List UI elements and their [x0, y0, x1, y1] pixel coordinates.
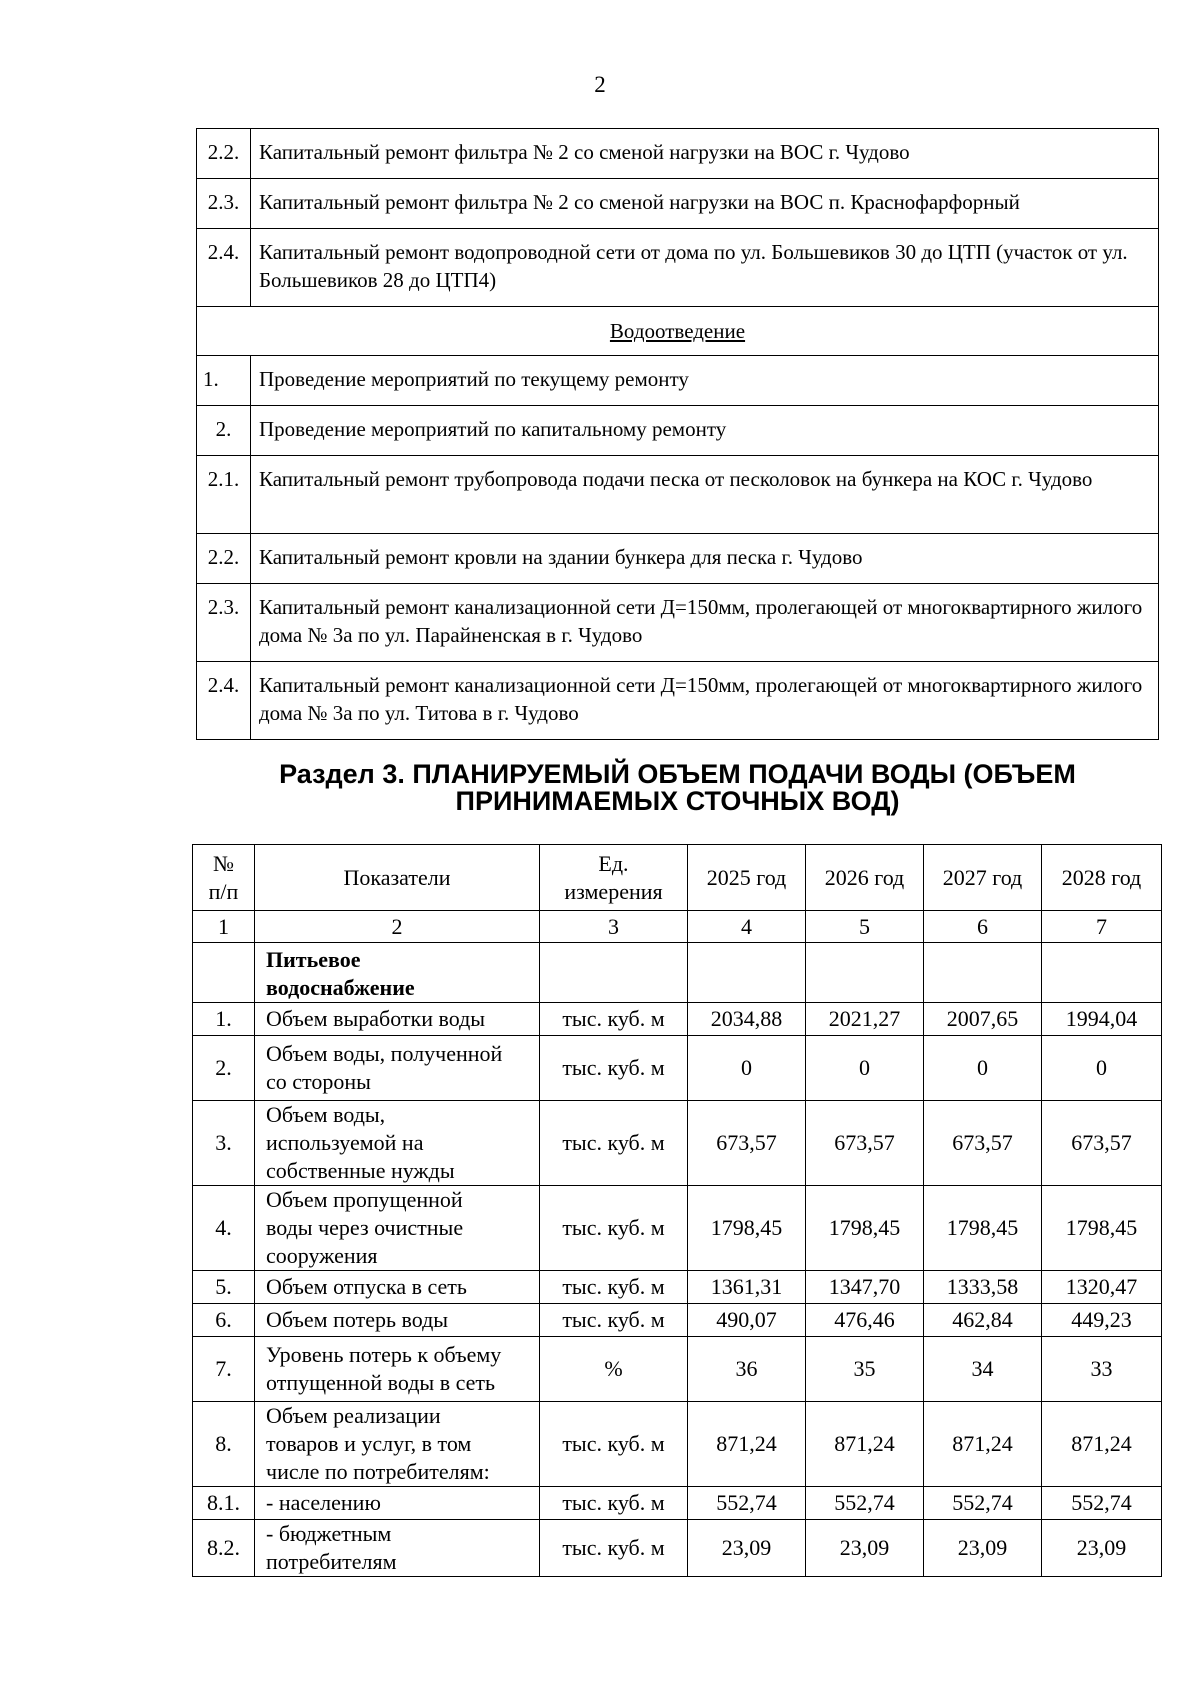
row-number: 8.: [193, 1402, 255, 1487]
group-empty-cell: [924, 943, 1042, 1003]
indicator-name: Объем потерь воды: [255, 1304, 540, 1337]
value-2026: 1798,45: [806, 1186, 924, 1271]
table-row: [193, 1003, 1162, 1036]
section-row: [197, 307, 1159, 356]
volume-table-head: [193, 845, 1162, 943]
works-row: [197, 584, 1159, 662]
value-2028: 0: [1042, 1036, 1162, 1101]
column-header: Ед. измерения: [540, 845, 688, 911]
value-2028: 673,57: [1042, 1101, 1162, 1186]
value-2028: 552,74: [1042, 1487, 1162, 1520]
column-number: 1: [193, 911, 255, 943]
value-2028: 23,09: [1042, 1520, 1162, 1577]
works-row: [197, 129, 1159, 179]
column-number: 2: [255, 911, 540, 943]
column-number: 3: [540, 911, 688, 943]
works-table-section: [197, 307, 1159, 356]
table-row: [193, 1337, 1162, 1402]
value-2028: 33: [1042, 1337, 1162, 1402]
table-row: [193, 1304, 1162, 1337]
volume-table-body: [193, 943, 1162, 1577]
value-2027: 1798,45: [924, 1186, 1042, 1271]
section-title-line2: ПРИНИМАЕМЫХ СТОЧНЫХ ВОД): [455, 786, 900, 816]
indicator-name: - бюджетным потребителям: [255, 1520, 540, 1577]
works-row-number: 2.4.: [197, 662, 251, 740]
table-row: [193, 1402, 1162, 1487]
value-2027: 2007,65: [924, 1003, 1042, 1036]
group-row: [193, 943, 1162, 1003]
row-number: 7.: [193, 1337, 255, 1402]
column-number: 4: [688, 911, 806, 943]
works-row: [197, 534, 1159, 584]
works-row-number: 2.3.: [197, 179, 251, 229]
unit-cell: %: [540, 1337, 688, 1402]
works-row: [197, 662, 1159, 740]
value-2026: 23,09: [806, 1520, 924, 1577]
works-row: [197, 229, 1159, 307]
works-row: [197, 456, 1159, 534]
value-2027: 673,57: [924, 1101, 1042, 1186]
value-2027: 1333,58: [924, 1271, 1042, 1304]
group-empty-cell: [540, 943, 688, 1003]
value-2026: 673,57: [806, 1101, 924, 1186]
row-number: 2.: [193, 1036, 255, 1101]
unit-cell: тыс. куб. м: [540, 1101, 688, 1186]
value-2026: 1347,70: [806, 1271, 924, 1304]
works-row-text: Капитальный ремонт фильтра № 2 со сменой нагрузки на ВОС п. Краснофарфорный: [251, 179, 1159, 229]
water-volume-table: [192, 844, 1162, 1577]
value-2025: 871,24: [688, 1402, 806, 1487]
unit-cell: тыс. куб. м: [540, 1487, 688, 1520]
unit-cell: тыс. куб. м: [540, 1520, 688, 1577]
works-row-number: 1.: [197, 356, 251, 406]
indicator-name: Объем воды, используемой на собственные нужды: [255, 1101, 540, 1186]
works-row-text: Капитальный ремонт водопроводной сети от дома по ул. Большевиков 30 до ЦТП (участок от ул. Большевиков 28 до ЦТП4): [251, 229, 1159, 307]
column-number: 7: [1042, 911, 1162, 943]
unit-cell: тыс. куб. м: [540, 1402, 688, 1487]
value-2025: 23,09: [688, 1520, 806, 1577]
works-table: [196, 128, 1159, 740]
value-2028: 1994,04: [1042, 1003, 1162, 1036]
value-2027: 462,84: [924, 1304, 1042, 1337]
column-number-row: [193, 911, 1162, 943]
works-row-text: Капитальный ремонт кровли на здании бункера для песка г. Чудово: [251, 534, 1159, 584]
works-row-number: 2.1.: [197, 456, 251, 534]
value-2026: 0: [806, 1036, 924, 1101]
column-number: 5: [806, 911, 924, 943]
table-row: [193, 1487, 1162, 1520]
table-row: [193, 1186, 1162, 1271]
indicator-name: Объем реализации товаров и услуг, в том числе по потребителям:: [255, 1402, 540, 1487]
group-label: Питьевое водоснабжение: [255, 943, 540, 1003]
column-number: 6: [924, 911, 1042, 943]
unit-cell: тыс. куб. м: [540, 1036, 688, 1101]
section-title: [196, 761, 1159, 815]
works-row-number: 2.2.: [197, 129, 251, 179]
value-2027: 552,74: [924, 1487, 1042, 1520]
value-2025: 673,57: [688, 1101, 806, 1186]
value-2025: 1798,45: [688, 1186, 806, 1271]
indicator-name: Объем отпуска в сеть: [255, 1271, 540, 1304]
value-2025: 1361,31: [688, 1271, 806, 1304]
table-row: [193, 1036, 1162, 1101]
section-title-line1: Раздел 3. ПЛАНИРУЕМЫЙ ОБЪЕМ ПОДАЧИ ВОДЫ (ОБЪЕМ: [279, 759, 1076, 789]
works-row-text: Капитальный ремонт фильтра № 2 со сменой нагрузки на ВОС г. Чудово: [251, 129, 1159, 179]
works-row-number: 2.3.: [197, 584, 251, 662]
column-header: 2025 год: [688, 845, 806, 911]
value-2025: 0: [688, 1036, 806, 1101]
works-row-text: Капитальный ремонт канализационной сети Д=150мм, пролегающей от многоквартирного жилого дома № 3а по ул. Титова в г. Чудово: [251, 662, 1159, 740]
row-number: 1.: [193, 1003, 255, 1036]
value-2026: 552,74: [806, 1487, 924, 1520]
row-number: 8.2.: [193, 1520, 255, 1577]
works-row-number: 2.4.: [197, 229, 251, 307]
works-table-bottom: [197, 356, 1159, 740]
value-2026: 871,24: [806, 1402, 924, 1487]
unit-cell: тыс. куб. м: [540, 1186, 688, 1271]
row-number: 6.: [193, 1304, 255, 1337]
page-number: 2: [594, 72, 606, 97]
value-2025: 490,07: [688, 1304, 806, 1337]
value-2027: 871,24: [924, 1402, 1042, 1487]
value-2028: 871,24: [1042, 1402, 1162, 1487]
indicator-name: - населению: [255, 1487, 540, 1520]
value-2028: 1320,47: [1042, 1271, 1162, 1304]
value-2025: 552,74: [688, 1487, 806, 1520]
works-row-number: 2.2.: [197, 534, 251, 584]
works-row-text: Проведение мероприятий по текущему ремонту: [251, 356, 1159, 406]
unit-cell: тыс. куб. м: [540, 1003, 688, 1036]
unit-cell: тыс. куб. м: [540, 1271, 688, 1304]
value-2028: 449,23: [1042, 1304, 1162, 1337]
value-2027: 23,09: [924, 1520, 1042, 1577]
row-number: 5.: [193, 1271, 255, 1304]
unit-cell: тыс. куб. м: [540, 1304, 688, 1337]
works-row: [197, 356, 1159, 406]
row-number: 4.: [193, 1186, 255, 1271]
row-number: 3.: [193, 1101, 255, 1186]
indicator-name: Объем выработки воды: [255, 1003, 540, 1036]
works-table-top: [197, 129, 1159, 307]
indicator-name: Уровень потерь к объему отпущенной воды в сеть: [255, 1337, 540, 1402]
section-label-water-disposal: Водоотведение: [197, 307, 1159, 356]
group-empty-cell: [806, 943, 924, 1003]
works-row: [197, 406, 1159, 456]
value-2027: 0: [924, 1036, 1042, 1101]
value-2026: 476,46: [806, 1304, 924, 1337]
column-header: 2028 год: [1042, 845, 1162, 911]
table-row: [193, 1271, 1162, 1304]
column-header: Показатели: [255, 845, 540, 911]
works-row-text: Проведение мероприятий по капитальному ремонту: [251, 406, 1159, 456]
indicator-name: Объем пропущенной воды через очистные сооружения: [255, 1186, 540, 1271]
works-row-text: Капитальный ремонт канализационной сети Д=150мм, пролегающей от многоквартирного жилого дома № 3а по ул. Парайненская в г. Чудово: [251, 584, 1159, 662]
indicator-name: Объем воды, полученной со стороны: [255, 1036, 540, 1101]
value-2028: 1798,45: [1042, 1186, 1162, 1271]
value-2026: 2021,27: [806, 1003, 924, 1036]
works-row-number: 2.: [197, 406, 251, 456]
header-row: [193, 845, 1162, 911]
column-header: № п/п: [193, 845, 255, 911]
value-2027: 34: [924, 1337, 1042, 1402]
table-row: [193, 1101, 1162, 1186]
column-header: 2027 год: [924, 845, 1042, 911]
table-row: [193, 1520, 1162, 1577]
row-number: 8.1.: [193, 1487, 255, 1520]
value-2026: 35: [806, 1337, 924, 1402]
group-num-cell: [193, 943, 255, 1003]
value-2025: 36: [688, 1337, 806, 1402]
group-empty-cell: [688, 943, 806, 1003]
value-2025: 2034,88: [688, 1003, 806, 1036]
works-row: [197, 179, 1159, 229]
group-empty-cell: [1042, 943, 1162, 1003]
column-header: 2026 год: [806, 845, 924, 911]
works-row-text: Капитальный ремонт трубопровода подачи песка от песколовок на бункера на КОС г. Чудово: [251, 456, 1159, 534]
